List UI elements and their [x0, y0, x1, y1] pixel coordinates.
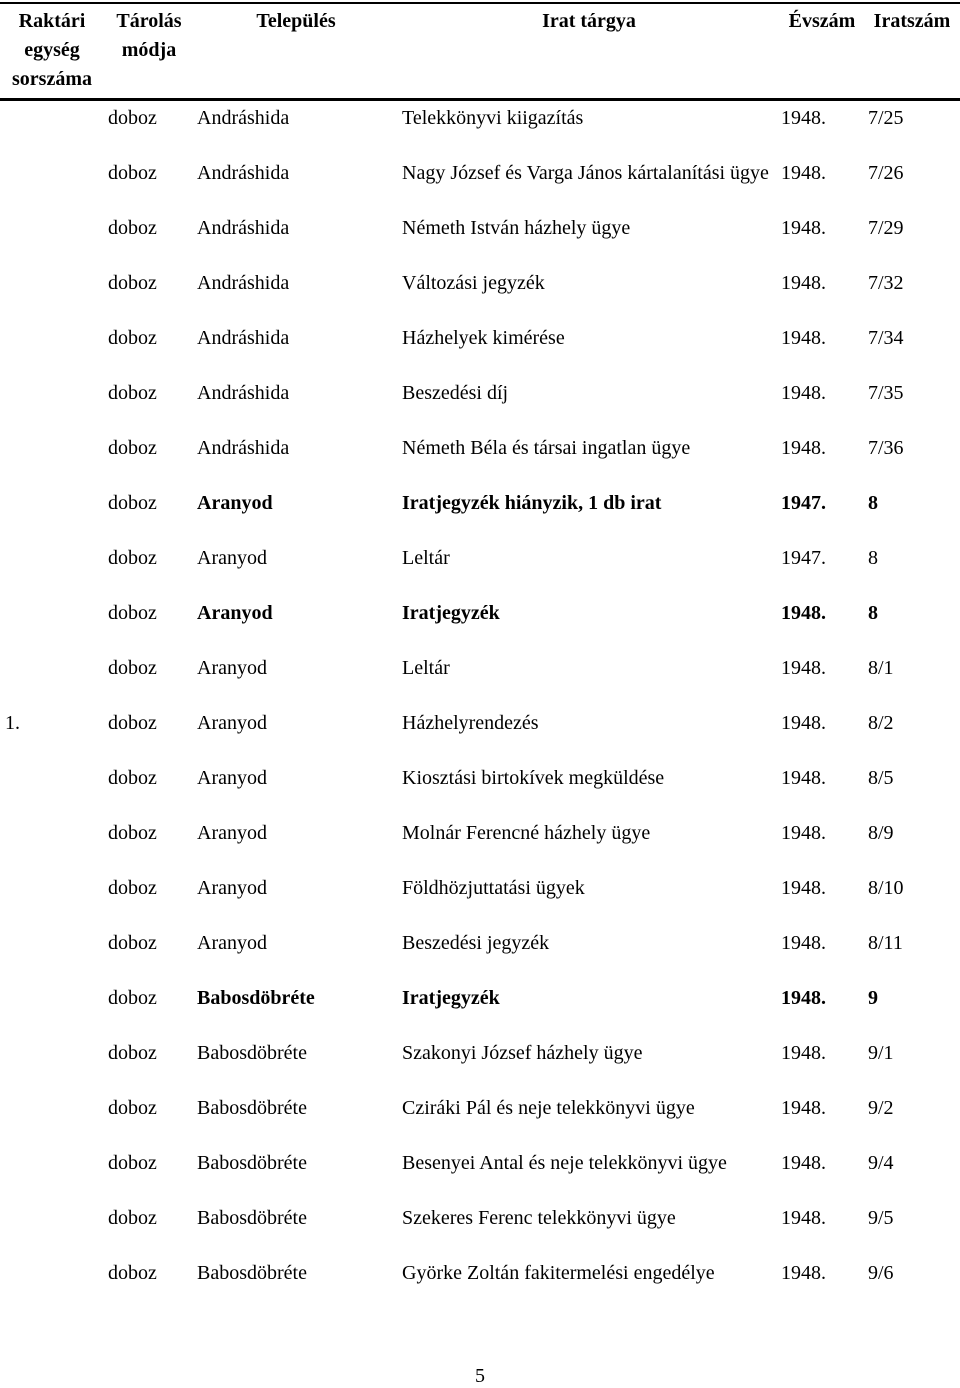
header-subject: Irat tárgya: [542, 10, 636, 32]
storage-mode-cell: doboz: [108, 712, 157, 734]
document-number-cell: 7/25: [868, 107, 904, 129]
year-cell: 1948.: [781, 1152, 826, 1174]
table-row: [0, 876, 960, 905]
table-row: [0, 1041, 960, 1070]
table-row: [0, 1261, 960, 1290]
table-row: [0, 601, 960, 630]
settlement-cell: Babosdöbréte: [197, 1152, 307, 1174]
year-cell: 1948.: [781, 602, 826, 624]
year-cell: 1948.: [781, 217, 826, 239]
document-number-cell: 8: [868, 602, 878, 624]
year-cell: 1948.: [781, 1262, 826, 1284]
document-number-cell: 7/26: [868, 162, 904, 184]
storage-mode-cell: doboz: [108, 107, 157, 129]
storage-mode-cell: doboz: [108, 987, 157, 1009]
year-cell: 1948.: [781, 1207, 826, 1229]
subject-cell: Kiosztási birtokívek megküldése: [402, 767, 665, 789]
table-row: [0, 821, 960, 850]
table-row: [0, 381, 960, 410]
storage-mode-cell: doboz: [108, 437, 157, 459]
storage-mode-cell: doboz: [108, 382, 157, 404]
year-cell: 1948.: [781, 932, 826, 954]
year-cell: 1948.: [781, 382, 826, 404]
subject-cell: Besenyei Antal és neje telekkönyvi ügye: [402, 1152, 727, 1174]
subject-cell: Változási jegyzék: [402, 272, 545, 294]
year-cell: 1948.: [781, 272, 826, 294]
document-number-cell: 8: [868, 547, 878, 569]
year-cell: 1948.: [781, 1042, 826, 1064]
storage-mode-cell: doboz: [108, 492, 157, 514]
storage-mode-cell: doboz: [108, 1262, 157, 1284]
header-rule: [0, 98, 960, 101]
storage-mode-cell: doboz: [108, 767, 157, 789]
table-row: [0, 436, 960, 465]
table-row: [0, 106, 960, 135]
subject-cell: Szakonyi József házhely ügye: [402, 1042, 643, 1064]
storage-mode-cell: doboz: [108, 217, 157, 239]
subject-cell: Németh Béla és társai ingatlan ügye: [402, 437, 691, 459]
settlement-cell: Andráshida: [197, 162, 290, 184]
document-number-cell: 8/9: [868, 822, 894, 844]
header-number: Iratszám: [873, 10, 951, 32]
table-row: [0, 1096, 960, 1125]
settlement-cell: Aranyod: [197, 932, 267, 954]
document-number-cell: 9: [868, 987, 878, 1009]
settlement-cell: Aranyod: [197, 712, 267, 734]
year-cell: 1948.: [781, 162, 826, 184]
document-number-cell: 9/5: [868, 1207, 894, 1229]
storage-mode-cell: doboz: [108, 1042, 157, 1064]
subject-cell: Györke Zoltán fakitermelési engedélye: [402, 1262, 715, 1284]
document-number-cell: 8/11: [868, 932, 903, 954]
settlement-cell: Andráshida: [197, 382, 290, 404]
subject-cell: Molnár Ferencné házhely ügye: [402, 822, 651, 844]
settlement-cell: Aranyod: [197, 767, 267, 789]
document-number-cell: 8/10: [868, 877, 904, 899]
settlement-cell: Babosdöbréte: [197, 987, 315, 1009]
storage-mode-cell: doboz: [108, 547, 157, 569]
unit-cell: 1.: [5, 712, 20, 734]
document-number-cell: 7/29: [868, 217, 904, 239]
document-number-cell: 7/35: [868, 382, 904, 404]
header-place: Település: [256, 10, 336, 32]
document-number-cell: 7/36: [868, 437, 904, 459]
storage-mode-cell: doboz: [108, 602, 157, 624]
year-cell: 1947.: [781, 547, 826, 569]
settlement-cell: Aranyod: [197, 492, 273, 514]
year-cell: 1948.: [781, 327, 826, 349]
subject-cell: Iratjegyzék: [402, 987, 500, 1009]
table-row: [0, 491, 960, 520]
top-rule: [0, 2, 960, 4]
document-number-cell: 7/34: [868, 327, 904, 349]
storage-mode-cell: doboz: [108, 162, 157, 184]
subject-cell: Leltár: [402, 657, 450, 679]
storage-mode-cell: doboz: [108, 932, 157, 954]
table-row: [0, 656, 960, 685]
storage-mode-cell: doboz: [108, 327, 157, 349]
table-row: [0, 711, 960, 740]
table-row: [0, 326, 960, 355]
settlement-cell: Andráshida: [197, 437, 290, 459]
table-row: [0, 986, 960, 1015]
storage-mode-cell: doboz: [108, 1152, 157, 1174]
settlement-cell: Andráshida: [197, 327, 290, 349]
header-mode: Tárolás módja: [116, 10, 182, 61]
document-number-cell: 9/2: [868, 1097, 894, 1119]
year-cell: 1948.: [781, 987, 826, 1009]
document-number-cell: 7/32: [868, 272, 904, 294]
settlement-cell: Aranyod: [197, 602, 273, 624]
year-cell: 1948.: [781, 1097, 826, 1119]
storage-mode-cell: doboz: [108, 877, 157, 899]
document-number-cell: 9/6: [868, 1262, 894, 1284]
subject-cell: Beszedési jegyzék: [402, 932, 550, 954]
subject-cell: Telekkönyvi kiigazítás: [402, 107, 584, 129]
storage-mode-cell: doboz: [108, 657, 157, 679]
settlement-cell: Babosdöbréte: [197, 1097, 307, 1119]
table-row: [0, 271, 960, 300]
subject-cell: Iratjegyzék hiányzik, 1 db irat: [402, 492, 662, 514]
subject-cell: Leltár: [402, 547, 450, 569]
settlement-cell: Andráshida: [197, 217, 290, 239]
year-cell: 1948.: [781, 712, 826, 734]
settlement-cell: Babosdöbréte: [197, 1042, 307, 1064]
settlement-cell: Andráshida: [197, 272, 290, 294]
table-row: [0, 161, 960, 190]
year-cell: 1947.: [781, 492, 826, 514]
settlement-cell: Aranyod: [197, 657, 267, 679]
subject-cell: Házhelyrendezés: [402, 712, 539, 734]
table-row: [0, 1206, 960, 1235]
year-cell: 1948.: [781, 437, 826, 459]
storage-mode-cell: doboz: [108, 1207, 157, 1229]
document-number-cell: 9/4: [868, 1152, 894, 1174]
subject-cell: Földhözjuttatási ügyek: [402, 877, 585, 899]
year-cell: 1948.: [781, 767, 826, 789]
storage-mode-cell: doboz: [108, 1097, 157, 1119]
settlement-cell: Babosdöbréte: [197, 1262, 307, 1284]
subject-cell: Iratjegyzék: [402, 602, 500, 624]
year-cell: 1948.: [781, 877, 826, 899]
table-row: [0, 546, 960, 575]
subject-cell: Németh István házhely ügye: [402, 217, 631, 239]
header-unit: Raktári egység sorszáma: [12, 10, 92, 90]
subject-cell: Cziráki Pál és neje telekkönyvi ügye: [402, 1097, 695, 1119]
header-year: Évszám: [788, 10, 856, 32]
table-row: [0, 766, 960, 795]
year-cell: 1948.: [781, 822, 826, 844]
year-cell: 1948.: [781, 657, 826, 679]
settlement-cell: Aranyod: [197, 877, 267, 899]
settlement-cell: Aranyod: [197, 547, 267, 569]
page-number: 5: [475, 1365, 485, 1387]
subject-cell: Nagy József és Varga János kártalanítási ügye: [402, 162, 769, 184]
table-row: [0, 931, 960, 960]
document-number-cell: 8/2: [868, 712, 894, 734]
settlement-cell: Babosdöbréte: [197, 1207, 307, 1229]
storage-mode-cell: doboz: [108, 822, 157, 844]
year-cell: 1948.: [781, 107, 826, 129]
subject-cell: Házhelyek kimérése: [402, 327, 565, 349]
subject-cell: Szekeres Ferenc telekkönyvi ügye: [402, 1207, 676, 1229]
table-row: [0, 1151, 960, 1180]
table-row: [0, 216, 960, 245]
document-number-cell: 8/5: [868, 767, 894, 789]
settlement-cell: Aranyod: [197, 822, 267, 844]
subject-cell: Beszedési díj: [402, 382, 509, 404]
settlement-cell: Andráshida: [197, 107, 290, 129]
storage-mode-cell: doboz: [108, 272, 157, 294]
document-number-cell: 9/1: [868, 1042, 894, 1064]
document-number-cell: 8: [868, 492, 878, 514]
document-number-cell: 8/1: [868, 657, 894, 679]
